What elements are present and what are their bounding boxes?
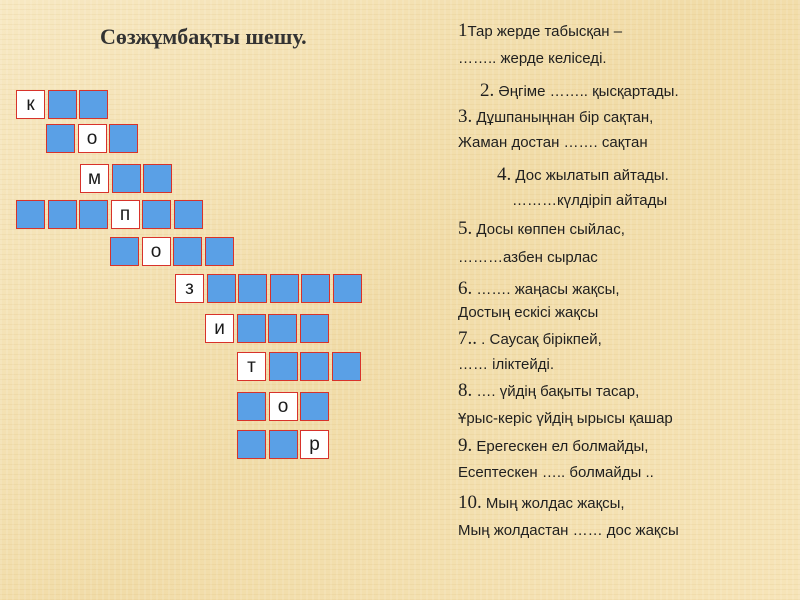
crossword-letter-cell: р — [300, 430, 329, 459]
clue-line — [458, 492, 625, 514]
clue-line — [458, 380, 639, 402]
clue-number: 1 — [458, 20, 468, 41]
clue-number: 8. — [458, 380, 473, 401]
clue-text: Әңгіме …….. қысқартады. — [494, 83, 679, 100]
crossword-letter-cell: п — [111, 200, 140, 229]
clue-continuation — [458, 522, 679, 539]
clue-text: Ерегескен ел болмайды, — [472, 438, 649, 455]
clue-text: Мың жолдастан …… дос жақсы — [458, 522, 679, 539]
clue-text: ………азбен сырлас — [458, 249, 598, 266]
crossword-letter-cell: к — [16, 90, 45, 119]
crossword-letter-cell: з — [175, 274, 204, 303]
clue-text: Достың ескісі жақсы — [458, 304, 599, 321]
clue-line — [458, 435, 648, 457]
clue-number: 3. — [458, 106, 473, 127]
clue-line — [458, 20, 622, 42]
clue-number: 6. — [458, 278, 473, 299]
crossword-letter-cell: о — [78, 124, 107, 153]
clue-continuation — [458, 134, 648, 151]
clue-line — [458, 106, 653, 128]
clue-continuation — [458, 356, 554, 373]
crossword-letter-cell: м — [80, 164, 109, 193]
clue-text: Мың жолдас жақсы, — [481, 495, 625, 512]
clue-text: . Саусақ бірікпей, — [477, 331, 602, 348]
clue-line — [458, 218, 625, 240]
clue-text: ……. жаңасы жақсы, — [472, 281, 620, 298]
clue-text: Есептескен ….. болмайды .. — [458, 464, 654, 481]
clue-continuation — [458, 304, 598, 321]
clue-number: 2. — [480, 80, 495, 101]
clue-number: 5. — [458, 218, 473, 239]
clue-line — [458, 278, 620, 300]
clue-text: Дос жылатып айтады. — [511, 167, 669, 184]
page-title: Сөзжұмбақты шешу. — [100, 24, 307, 49]
clue-line — [497, 164, 669, 186]
clue-text: …… іліктейді. — [458, 356, 554, 373]
crossword-letter-cell: т — [237, 352, 266, 381]
clue-text: …. үйдің бақыты тасар, — [472, 383, 640, 400]
crossword-letter-cell: о — [142, 237, 171, 266]
clue-number: 7.. — [458, 328, 477, 349]
clue-text: ………күлдіріп айтады — [512, 192, 668, 209]
crossword-letter-cell: о — [269, 392, 298, 421]
clue-continuation — [458, 50, 607, 67]
clue-text: Досы көппен сыйлас, — [472, 221, 625, 238]
clue-continuation — [458, 249, 598, 266]
clue-text: Ұрыс-керіс үйдің ырысы қашар — [458, 410, 673, 427]
clue-continuation — [512, 192, 667, 209]
crossword-letter-cell: и — [205, 314, 234, 343]
clue-line — [458, 328, 602, 350]
clue-text: Дұшпаныңнан бір сақтан, — [472, 109, 654, 126]
clue-continuation — [458, 464, 654, 481]
clue-text: Тар жерде табысқан – — [467, 23, 623, 40]
clue-text: …….. жерде келіседі. — [458, 50, 607, 67]
clue-number: 10. — [458, 492, 482, 513]
clue-continuation — [458, 410, 673, 427]
clue-number: 9. — [458, 435, 473, 456]
clue-number: 4. — [497, 164, 512, 185]
clue-text: Жаман достан ……. сақтан — [458, 134, 648, 151]
clue-line — [480, 80, 679, 102]
